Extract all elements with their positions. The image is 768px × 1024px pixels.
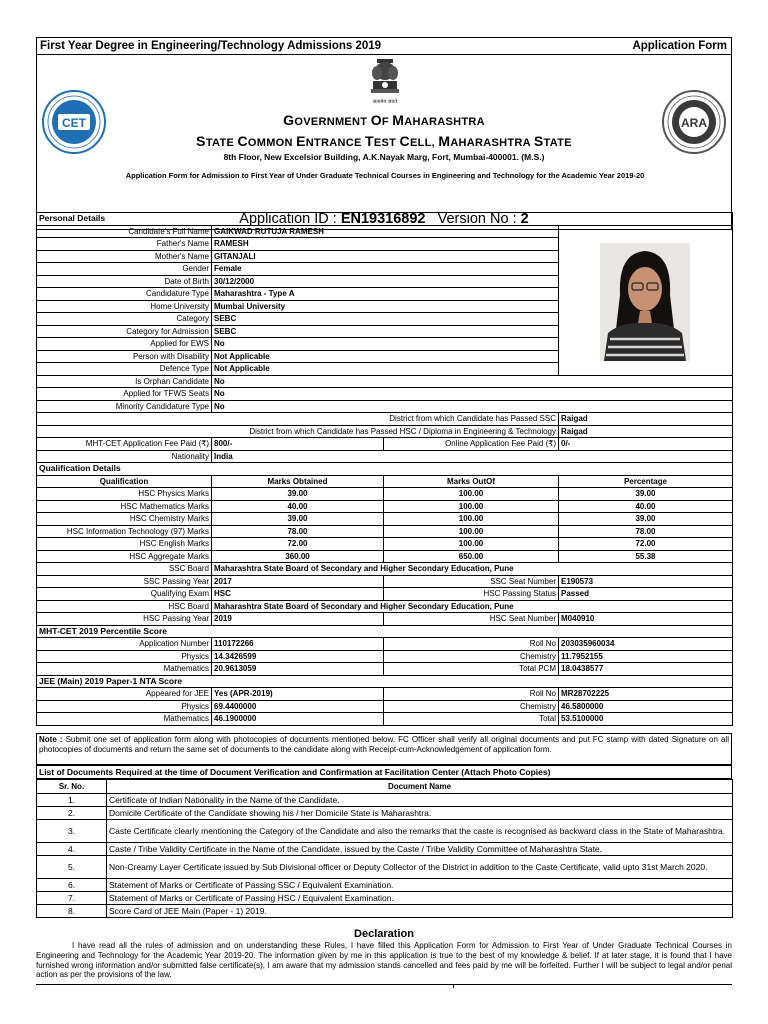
documents-table (36, 779, 733, 918)
table-row (37, 843, 733, 856)
table-row (37, 513, 733, 526)
marks-outof: 100.00 (384, 538, 559, 551)
svg-text:CET: CET (62, 116, 86, 130)
category-label: Category (37, 313, 212, 326)
online-fee-label: Online Application Fee Paid (₹) (384, 438, 559, 451)
letterhead (36, 54, 732, 230)
subject-name: HSC English Marks (37, 538, 212, 551)
marks-obtained: 40.00 (212, 500, 384, 513)
table-row (37, 550, 733, 563)
gender-label: Gender (37, 263, 212, 276)
tfws-value: No (212, 388, 733, 401)
marks-obtained: 39.00 (212, 488, 384, 501)
marks-outof: 100.00 (384, 500, 559, 513)
ssc-seat-label: SSC Seat Number (384, 575, 559, 588)
sr-no: 2. (37, 807, 107, 820)
sr-no: 1. (37, 794, 107, 807)
application-id-line: Application ID : EN19316892 Version No : 2 (239, 211, 529, 227)
table-row (37, 879, 733, 892)
subject-name: HSC Aggregate Marks (37, 550, 212, 563)
full-name-value: GAIKWAD RUTUJA RAMESH (212, 225, 559, 238)
note-label: Note : (39, 735, 66, 744)
ssc-district-value: Raigad (559, 413, 733, 426)
jee-physics-value: 69.4400000 (212, 700, 384, 713)
cet-app-no-label: Application Number (37, 638, 212, 651)
svg-text:ARA: ARA (681, 116, 707, 130)
full-name-label: Candidate's Full Name (37, 225, 212, 238)
percentage: 39.00 (559, 513, 733, 526)
ssc-board-value: Maharashtra State Board of Secondary and Higher Secondary Education, Pune (212, 563, 733, 576)
note-text: Submit one set of application form along with photocopies of documents mentioned below. FC Officer shall verify all original documents and put FC stamp with dated Signature on all photocopies of documents and return the same set of documents to the candidate along with Receipt-cum-Acknowledgement of application form. (39, 735, 729, 754)
document-name: Caste Certificate clearly mentioning the Category of the Candidate and also the remarks that the caste is recognised as backward class in the State of Maharashtra. (107, 820, 733, 843)
ssc-board-label: SSC Board (37, 563, 212, 576)
cet-roll-value: 203035960034 (559, 638, 733, 651)
home-university-value: Mumbai University (212, 300, 559, 313)
home-university-label: Home University (37, 300, 212, 313)
document-name: Domicile Certificate of the Candidate showing his / her Domicile State is Maharashtra. (107, 807, 733, 820)
document-name: Score Card of JEE Main (Paper - 1) 2019. (107, 905, 733, 918)
hsc-board-value: Maharashtra State Board of Secondary and Higher Secondary Education, Pune (212, 600, 733, 613)
national-emblem-icon (365, 57, 405, 111)
signature-divider (36, 984, 732, 985)
form-title: First Year Degree in Engineering/Technology Admissions 2019 (40, 40, 382, 52)
hsc-district-value: Raigad (559, 425, 733, 438)
hsc-board-label: HSC Board (37, 600, 212, 613)
table-row (37, 820, 733, 843)
nationality-label: Nationality (37, 450, 212, 463)
hsc-status-label: HSC Passing Status (384, 588, 559, 601)
table-row (37, 488, 733, 501)
application-id: EN19316892 (340, 211, 426, 227)
table-row (37, 794, 733, 807)
jee-roll-value: MR28702225 (559, 688, 733, 701)
online-fee-value: 0/- (559, 438, 733, 451)
table-row (37, 892, 733, 905)
jee-physics-label: Physics (37, 700, 212, 713)
sr-no: 5. (37, 856, 107, 879)
admission-category-label: Category for Admission (37, 325, 212, 338)
marks-outof: 100.00 (384, 488, 559, 501)
qualifying-exam-value: HSC (212, 588, 384, 601)
marks-obtained: 72.00 (212, 538, 384, 551)
marks-outof: 650.00 (384, 550, 559, 563)
application-form-page (36, 37, 732, 1024)
ews-label: Applied for EWS (37, 338, 212, 351)
cet-chemistry-value: 11.7952155 (559, 650, 733, 663)
cet-score-heading: MHT-CET 2019 Percentile Score (37, 625, 733, 638)
tfws-label: Applied for TFWS Seats (37, 388, 212, 401)
candidature-type-label: Candidature Type (37, 288, 212, 301)
sr-no-header: Sr. No. (37, 780, 107, 794)
father-name-label: Father's Name (37, 238, 212, 251)
table-row (37, 538, 733, 551)
hsc-year-value: 2019 (212, 613, 384, 626)
mother-name-value: GITANJALI (212, 250, 559, 263)
jee-score-heading: JEE (Main) 2019 Paper-1 NTA Score (37, 675, 733, 688)
percentage: 39.00 (559, 488, 733, 501)
document-name: Certificate of Indian Nationality in the Name of the Candidate. (107, 794, 733, 807)
table-row (37, 525, 733, 538)
sr-no: 8. (37, 905, 107, 918)
admission-category-value: SEBC (212, 325, 559, 338)
office-address: 8th Floor, New Excelsior Building, A.K.Nayak Marg, Fort, Mumbai-400001. (M.S.) (223, 152, 545, 162)
nationality-value: India (212, 450, 733, 463)
jee-appeared-value: Yes (APR-2019) (212, 688, 384, 701)
father-name-value: RAMESH (212, 238, 559, 251)
jee-total-label: Total (384, 713, 559, 726)
cet-pcm-value: 18.0438577 (559, 663, 733, 676)
minority-value: No (212, 400, 733, 413)
qual-col-header: Qualification (37, 475, 212, 488)
hsc-year-label: HSC Passing Year (37, 613, 212, 626)
document-name-header: Document Name (107, 780, 733, 794)
government-title: GOVERNMENT OF MAHARASHTRA (283, 112, 485, 128)
marks-obtained: 360.00 (212, 550, 384, 563)
dob-label: Date of Birth (37, 275, 212, 288)
percentage: 72.00 (559, 538, 733, 551)
jee-total-value: 53.5100000 (559, 713, 733, 726)
ssc-district-label: District from which Candidate has Passed SSC (37, 413, 559, 426)
jee-roll-label: Roll No (384, 688, 559, 701)
version-number: 2 (520, 211, 529, 227)
percentage-col-header: Percentage (559, 475, 733, 488)
jee-chemistry-label: Chemistry (384, 700, 559, 713)
cet-fee-value: 800/- (212, 438, 384, 451)
sr-no: 3. (37, 820, 107, 843)
disability-label: Person with Disability (37, 350, 212, 363)
ssc-year-value: 2017 (212, 575, 384, 588)
defence-type-label: Defence Type (37, 363, 212, 376)
hsc-status-value: Passed (559, 588, 733, 601)
candidate-photo (600, 243, 690, 361)
outof-col-header: Marks OutOf (384, 475, 559, 488)
marks-outof: 100.00 (384, 525, 559, 538)
candidature-type-value: Maharashtra - Type A (212, 288, 559, 301)
personal-details-heading: Personal Details (37, 213, 733, 226)
jee-maths-label: Mathematics (37, 713, 212, 726)
declaration-heading: Declaration (354, 928, 414, 940)
cet-physics-value: 14.3426599 (212, 650, 384, 663)
ews-value: No (212, 338, 559, 351)
minority-label: Minority Candidature Type (37, 400, 212, 413)
qualifying-exam-label: Qualifying Exam (37, 588, 212, 601)
table-row (37, 807, 733, 820)
hsc-district-label: District from which Candidate has Passed HSC / Diploma in Engineering & Technology (37, 425, 559, 438)
document-name: Non-Creamy Layer Certificate issued by Sub Divisional officer or Deputy Collector of the District in addition to the Caste Certificate, valid upto 31st March 2020. (107, 856, 733, 879)
hsc-seat-label: HSC Seat Number (384, 613, 559, 626)
qualification-heading: Qualification Details (37, 463, 733, 476)
declaration-text: I have read all the rules of admission and on understanding these Rules, I have filled this Application Form for Admission to First Year of Under Graduate Technical Courses in Engineering and Technology for the Academic Year 2019-20. The information given by me in this application is true to the best of my knowledge & belief. If at later stage, it is found that I have furnished wrong information and/or submitted false certificate(s), I am aware that my admission stands cancelled and fees paid by me will be forfeited. Further I will be subject to legal and/or penal action as per the provisions of the law. (36, 941, 732, 980)
form-type-label: Application Form (632, 40, 727, 52)
percentage: 40.00 (559, 500, 733, 513)
cell-title: STATE COMMON ENTRANCE TEST CELL, MAHARASHTRA STATE (196, 133, 572, 149)
percentage: 55.38 (559, 550, 733, 563)
table-row (37, 905, 733, 918)
table-row (37, 856, 733, 879)
sr-no: 4. (37, 843, 107, 856)
cet-app-no-value: 110172266 (212, 638, 384, 651)
subject-name: HSC Mathematics Marks (37, 500, 212, 513)
sr-no: 6. (37, 879, 107, 892)
subject-name: HSC Chemistry Marks (37, 513, 212, 526)
gender-value: Female (212, 263, 559, 276)
jee-appeared-label: Appeared for JEE (37, 688, 212, 701)
signature-divider-tick (453, 984, 454, 988)
disability-value: Not Applicable (212, 350, 559, 363)
defence-type-value: Not Applicable (212, 363, 559, 376)
cet-physics-label: Physics (37, 650, 212, 663)
form-title-bar (36, 37, 732, 55)
cet-roll-label: Roll No (384, 638, 559, 651)
subject-name: HSC Physics Marks (37, 488, 212, 501)
form-purpose: Application Form for Admission to First Year of Under Graduate Technical Courses in Engineering and Technology for the Academic Year 2019-20 (125, 171, 645, 180)
cet-fee-label: MHT-CET Application Fee Paid (₹) (37, 438, 212, 451)
cet-maths-value: 20.9613059 (212, 663, 384, 676)
obtained-col-header: Marks Obtained (212, 475, 384, 488)
orphan-value: No (212, 375, 733, 388)
sr-no: 7. (37, 892, 107, 905)
orphan-label: Is Orphan Candidate (37, 375, 212, 388)
mother-name-label: Mother's Name (37, 250, 212, 263)
percentage: 78.00 (559, 525, 733, 538)
svg-text:सत्यमेव जयते: सत्यमेव जयते (372, 99, 398, 105)
marks-obtained: 78.00 (212, 525, 384, 538)
document-name: Statement of Marks or Certificate of Passing HSC / Equivalent Examination. (107, 892, 733, 905)
jee-maths-value: 46.1900000 (212, 713, 384, 726)
category-value: SEBC (212, 313, 559, 326)
documents-heading: List of Documents Required at the time of Document Verification and Confirmation at Facilitation Center (Attach Photo Copies) (36, 765, 732, 779)
document-name: Caste / Tribe Validity Certificate in the Name of the Candidate, issued by the Caste / Tribe Validity Committee of Maharashtra State. (107, 843, 733, 856)
cet-chemistry-label: Chemistry (384, 650, 559, 663)
ssc-year-label: SSC Passing Year (37, 575, 212, 588)
cet-maths-label: Mathematics (37, 663, 212, 676)
hsc-seat-value: M040910 (559, 613, 733, 626)
subject-name: HSC Information Technology (97) Marks (37, 525, 212, 538)
cet-pcm-label: Total PCM (384, 663, 559, 676)
table-row (37, 500, 733, 513)
marks-outof: 100.00 (384, 513, 559, 526)
document-name: Statement of Marks or Certificate of Passing SSC / Equivalent Examination. (107, 879, 733, 892)
marks-obtained: 39.00 (212, 513, 384, 526)
dob-value: 30/12/2000 (212, 275, 559, 288)
ssc-seat-value: E190573 (559, 575, 733, 588)
note-box (36, 733, 732, 765)
jee-chemistry-value: 46.5800000 (559, 700, 733, 713)
